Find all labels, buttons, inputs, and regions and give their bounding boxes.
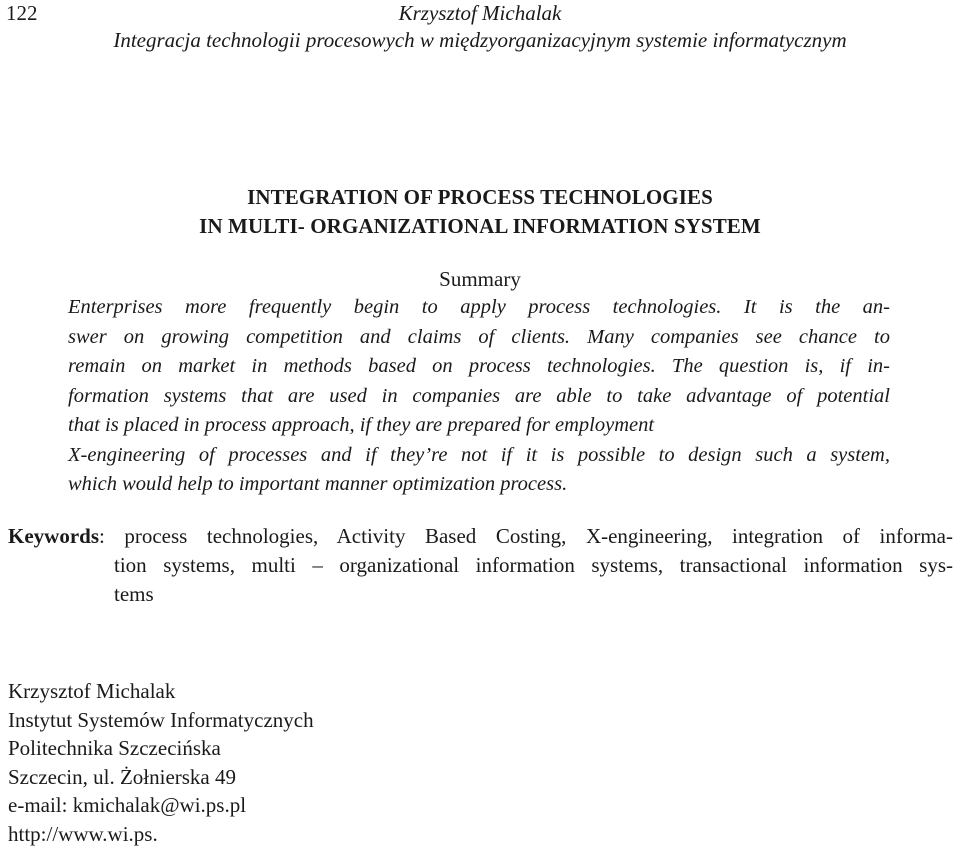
postal-address: Szczecin, ul. Żołnierska 49 xyxy=(8,764,237,789)
abstract-line: swer on growing competition and claims of clients. Many companies see chance to xyxy=(68,325,890,348)
paper-title-line: IN MULTI- ORGANIZATIONAL INFORMATION SYSTEM xyxy=(199,214,761,238)
abstract-line: X-engineering of processes and if they’re not if it is possible to design such a system, xyxy=(68,443,890,466)
paper-title-line: INTEGRATION OF PROCESS TECHNOLOGIES xyxy=(247,185,713,209)
abstract-line: which would help to important manner optimization process. xyxy=(68,473,568,495)
website-url: http://www.wi.ps. xyxy=(8,821,158,846)
author-affiliation xyxy=(8,677,314,849)
page-number: 122 xyxy=(6,1,38,25)
running-head xyxy=(0,0,960,60)
keywords xyxy=(8,522,953,609)
abstract-line: Enterprises more frequently begin to apply process technologies. It is the an- xyxy=(68,296,890,318)
keywords-text: : process technologies, Activity Based Costing, X-engineering, integration of informa- xyxy=(99,524,953,548)
summary-heading: Summary xyxy=(439,267,521,291)
abstract xyxy=(68,293,890,500)
institute-name: Instytut Systemów Informatycznych xyxy=(8,707,314,732)
keywords-line: tems xyxy=(114,582,154,606)
running-head-author: Krzysztof Michalak xyxy=(398,1,562,25)
university-name: Politechnika Szczecińska xyxy=(8,736,221,761)
abstract-line: remain on market in methods based on process technologies. The question is, if in- xyxy=(68,355,890,377)
running-head-title: Integracja technologii procesowych w międzyorganizacyjnym systemie informatycznym xyxy=(113,28,847,52)
abstract-line: that is placed in process approach, if they are prepared for employment xyxy=(68,414,655,436)
keywords-line: tion systems, multi – organizational information systems, transactional information sys- xyxy=(114,553,953,577)
keywords-first-line xyxy=(8,522,953,551)
email-address: e-mail: kmichalak@wi.ps.pl xyxy=(8,793,247,818)
abstract-line: formation systems that are used in companies are able to take advantage of potential xyxy=(68,384,890,407)
paper-title xyxy=(0,183,960,241)
author-name: Krzysztof Michalak xyxy=(8,679,176,703)
keywords-label: Keywords xyxy=(8,524,99,548)
